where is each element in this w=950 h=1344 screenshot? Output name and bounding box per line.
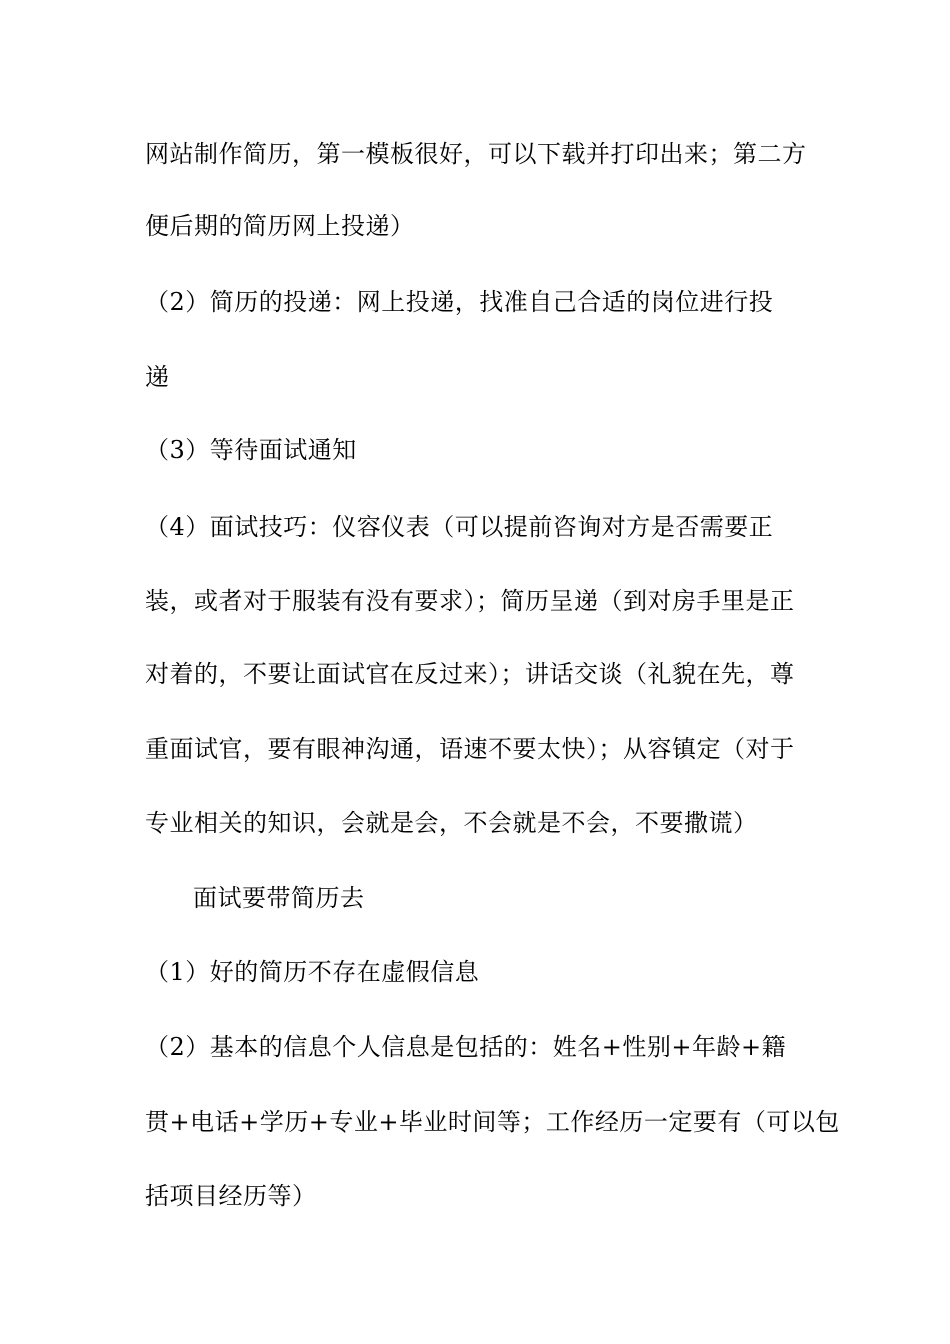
- paragraph-line: 对着的，不要让面试官在反过来）；讲话交谈（礼貌在先，尊: [145, 660, 795, 688]
- paragraph-line: 便后期的简历网上投递）: [145, 212, 415, 240]
- paragraph-line: 括项目经历等）: [145, 1182, 317, 1210]
- list-item-wait-interview: （3）等待面试通知: [145, 436, 357, 464]
- list-item-no-false-info: （1）好的简历不存在虚假信息: [145, 958, 480, 986]
- paragraph-line: 贯+电话+学历+专业+毕业时间等；工作经历一定要有（可以包: [145, 1108, 840, 1136]
- list-item-interview-tips: （4）面试技巧：仪容仪表（可以提前咨询对方是否需要正: [145, 513, 774, 541]
- paragraph-line: 网站制作简历，第一模板很好，可以下载并打印出来；第二方: [145, 140, 807, 168]
- paragraph-line: 递: [145, 363, 170, 391]
- paragraph-line: 装，或者对于服装有没有要求）；简历呈递（到对房手里是正: [145, 587, 795, 615]
- paragraph-line: 重面试官，要有眼神沟通，语速不要太快）；从容镇定（对于: [145, 735, 795, 763]
- section-heading: 面试要带简历去: [193, 884, 365, 912]
- list-item-resume-delivery: （2）简历的投递：网上投递，找准自己合适的岗位进行投: [145, 288, 774, 316]
- list-item-basic-info: （2）基本的信息个人信息是包括的：姓名+性别+年龄+籍: [145, 1033, 787, 1061]
- paragraph-line: 专业相关的知识，会就是会，不会就是不会，不要撒谎）: [145, 809, 758, 837]
